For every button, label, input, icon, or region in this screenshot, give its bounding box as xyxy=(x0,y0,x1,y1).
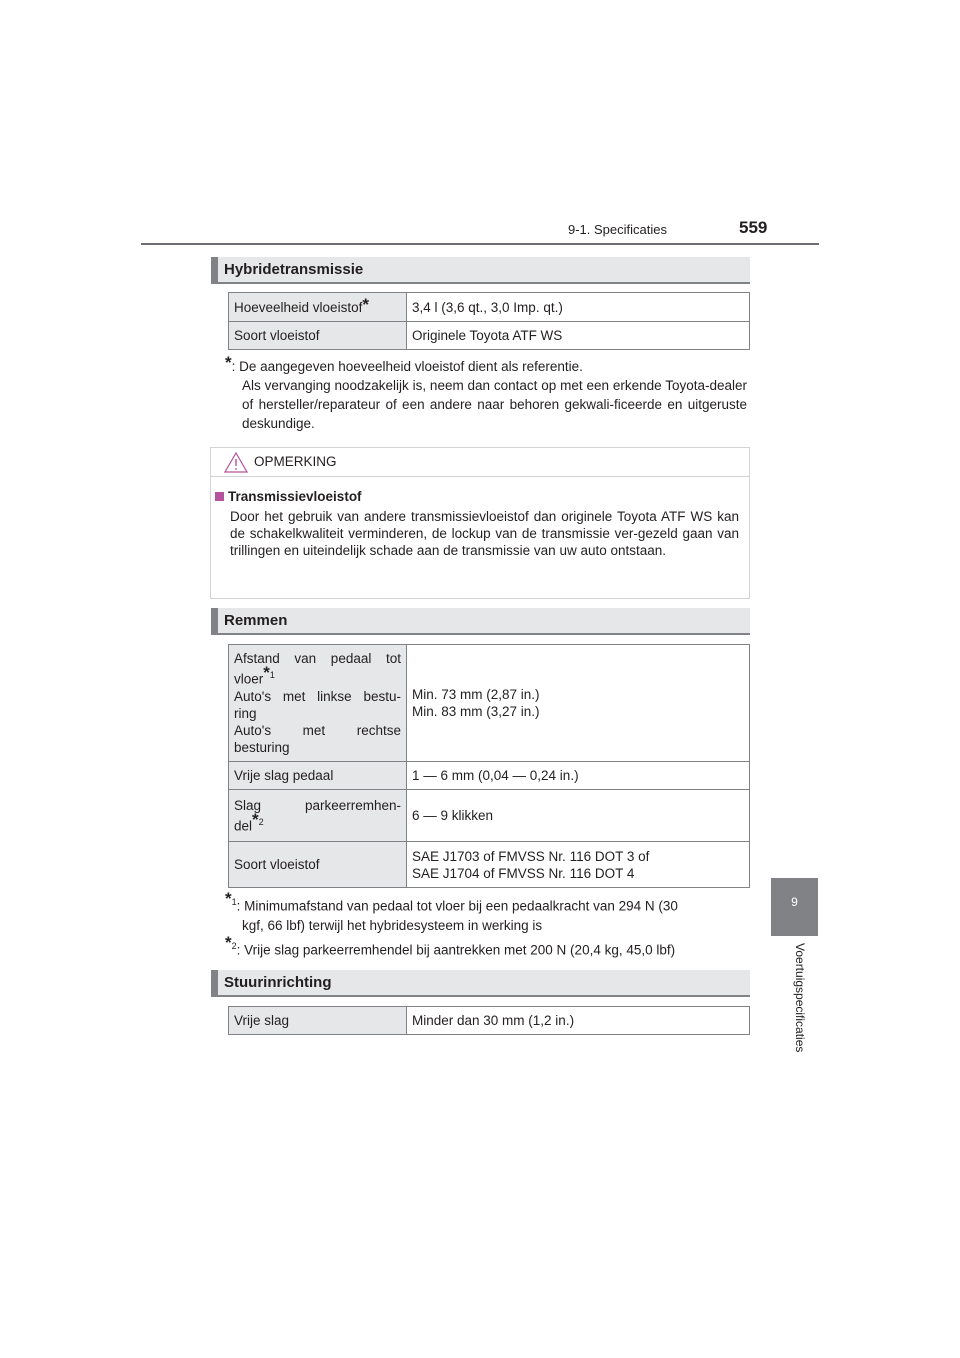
warning-icon xyxy=(224,452,248,473)
table-row xyxy=(229,762,750,790)
table-row xyxy=(229,293,750,322)
table-row xyxy=(229,322,750,350)
brakes-footnote-2: *$^2$: Vrije slag parkeerremhendel bij aantrekken met 200 N (20,4 kg, 45,0 lbf) xyxy=(225,933,676,958)
footnote-star: * xyxy=(225,353,232,372)
section-heading-hybrid: Hybridetransmissie xyxy=(211,257,750,284)
table-cell-label: Afstand van pedaal tot vloer*$^1$ Auto's met linkse bestu- ring Auto's met rechtse besturing xyxy=(229,645,407,762)
table-cell-label: Slag parkeerremhen- del*$^2$ xyxy=(229,790,407,842)
table-row xyxy=(229,1007,750,1035)
section-heading-brakes: Remmen xyxy=(211,608,750,635)
footnote-star: * xyxy=(263,663,270,683)
section-title: 9-1. Specificaties xyxy=(568,222,667,237)
notice-text: Door het gebruik van andere transmissievloeistof dan originele Toyota ATF WS kan de schakelkwaliteit verminderen, de lockup van de transmissie ver-gezeld gaan van trillingen en uiteindelijk schade aan de transmissie van uw auto ontstaan. xyxy=(230,509,739,558)
table-cell-value: Minder dan 30 mm (1,2 in.) xyxy=(407,1007,750,1035)
table-cell-label: Vrije slag xyxy=(229,1007,407,1035)
table-cell-value: 3,4 l (3,6 qt., 3,0 Imp. qt.) xyxy=(407,293,750,322)
table-row xyxy=(229,842,750,888)
footnote-star: * xyxy=(225,933,232,952)
hybrid-spec-table xyxy=(228,292,750,350)
steering-spec-table xyxy=(228,1006,750,1035)
chapter-tab: 9 xyxy=(771,878,818,936)
notice-header xyxy=(211,448,749,477)
bullet-square-icon xyxy=(215,492,224,501)
brakes-footnote-1: *$^1$: Minimumafstand van pedaal tot vloer bij een pedaalkracht van 294 N (30 kgf, 66 lbf) terwijl het hybridesysteem in werking is xyxy=(225,893,747,935)
table-cell-value: Min. 73 mm (2,87 in.) Min. 83 mm (3,27 in.) xyxy=(407,645,750,762)
notice-body xyxy=(211,488,749,559)
footnote-star: * xyxy=(225,889,232,908)
table-cell-value: 6 — 9 klikken xyxy=(407,790,750,842)
header-divider xyxy=(141,243,819,245)
brakes-spec-table xyxy=(228,644,750,888)
table-cell-label: Soort vloeistof xyxy=(229,322,407,350)
footnote-star: * xyxy=(252,809,259,829)
notice-box xyxy=(210,447,750,599)
table-cell-label: Soort vloeistof xyxy=(229,842,407,888)
section-heading-steering: Stuurinrichting xyxy=(211,970,750,997)
table-row xyxy=(229,790,750,842)
footnote-text: Als vervanging noodzakelijk is, neem dan contact op met een erkende Toyota-dealer of hersteller/reparateur of een andere naar behoren gekwali-ficeerde en uitgeruste deskundige. xyxy=(242,378,747,431)
table-cell-label: Hoeveelheid vloeistof* xyxy=(229,293,407,322)
notice-title: OPMERKING xyxy=(254,454,337,469)
table-cell-label: Vrije slag pedaal xyxy=(229,762,407,790)
chapter-label: Voertuigspecificaties xyxy=(793,943,807,1053)
footnote-star: * xyxy=(362,294,369,314)
footnote-text: kgf, 66 lbf) terwijl het hybridesysteem in werking is xyxy=(242,917,543,933)
table-row xyxy=(229,645,750,762)
table-cell-value: Originele Toyota ATF WS xyxy=(407,322,750,350)
table-cell-value: 1 — 6 mm (0,04 — 0,24 in.) xyxy=(407,762,750,790)
table-cell-value: SAE J1703 of FMVSS Nr. 116 DOT 3 of SAE J1704 of FMVSS Nr. 116 DOT 4 xyxy=(407,842,750,888)
notice-subtitle: Transmissievloeistof xyxy=(215,488,739,505)
hybrid-footnote: *: De aangegeven hoeveelheid vloeistof dient als referentie. Als vervanging noodzakelijk is, neem dan contact op met een erkende Toyota-dealer of hersteller/reparateur of een andere naar behoren gekwali-ficeerde en uitgeruste deskundige. xyxy=(225,353,747,431)
page-number: 559 xyxy=(739,218,768,237)
